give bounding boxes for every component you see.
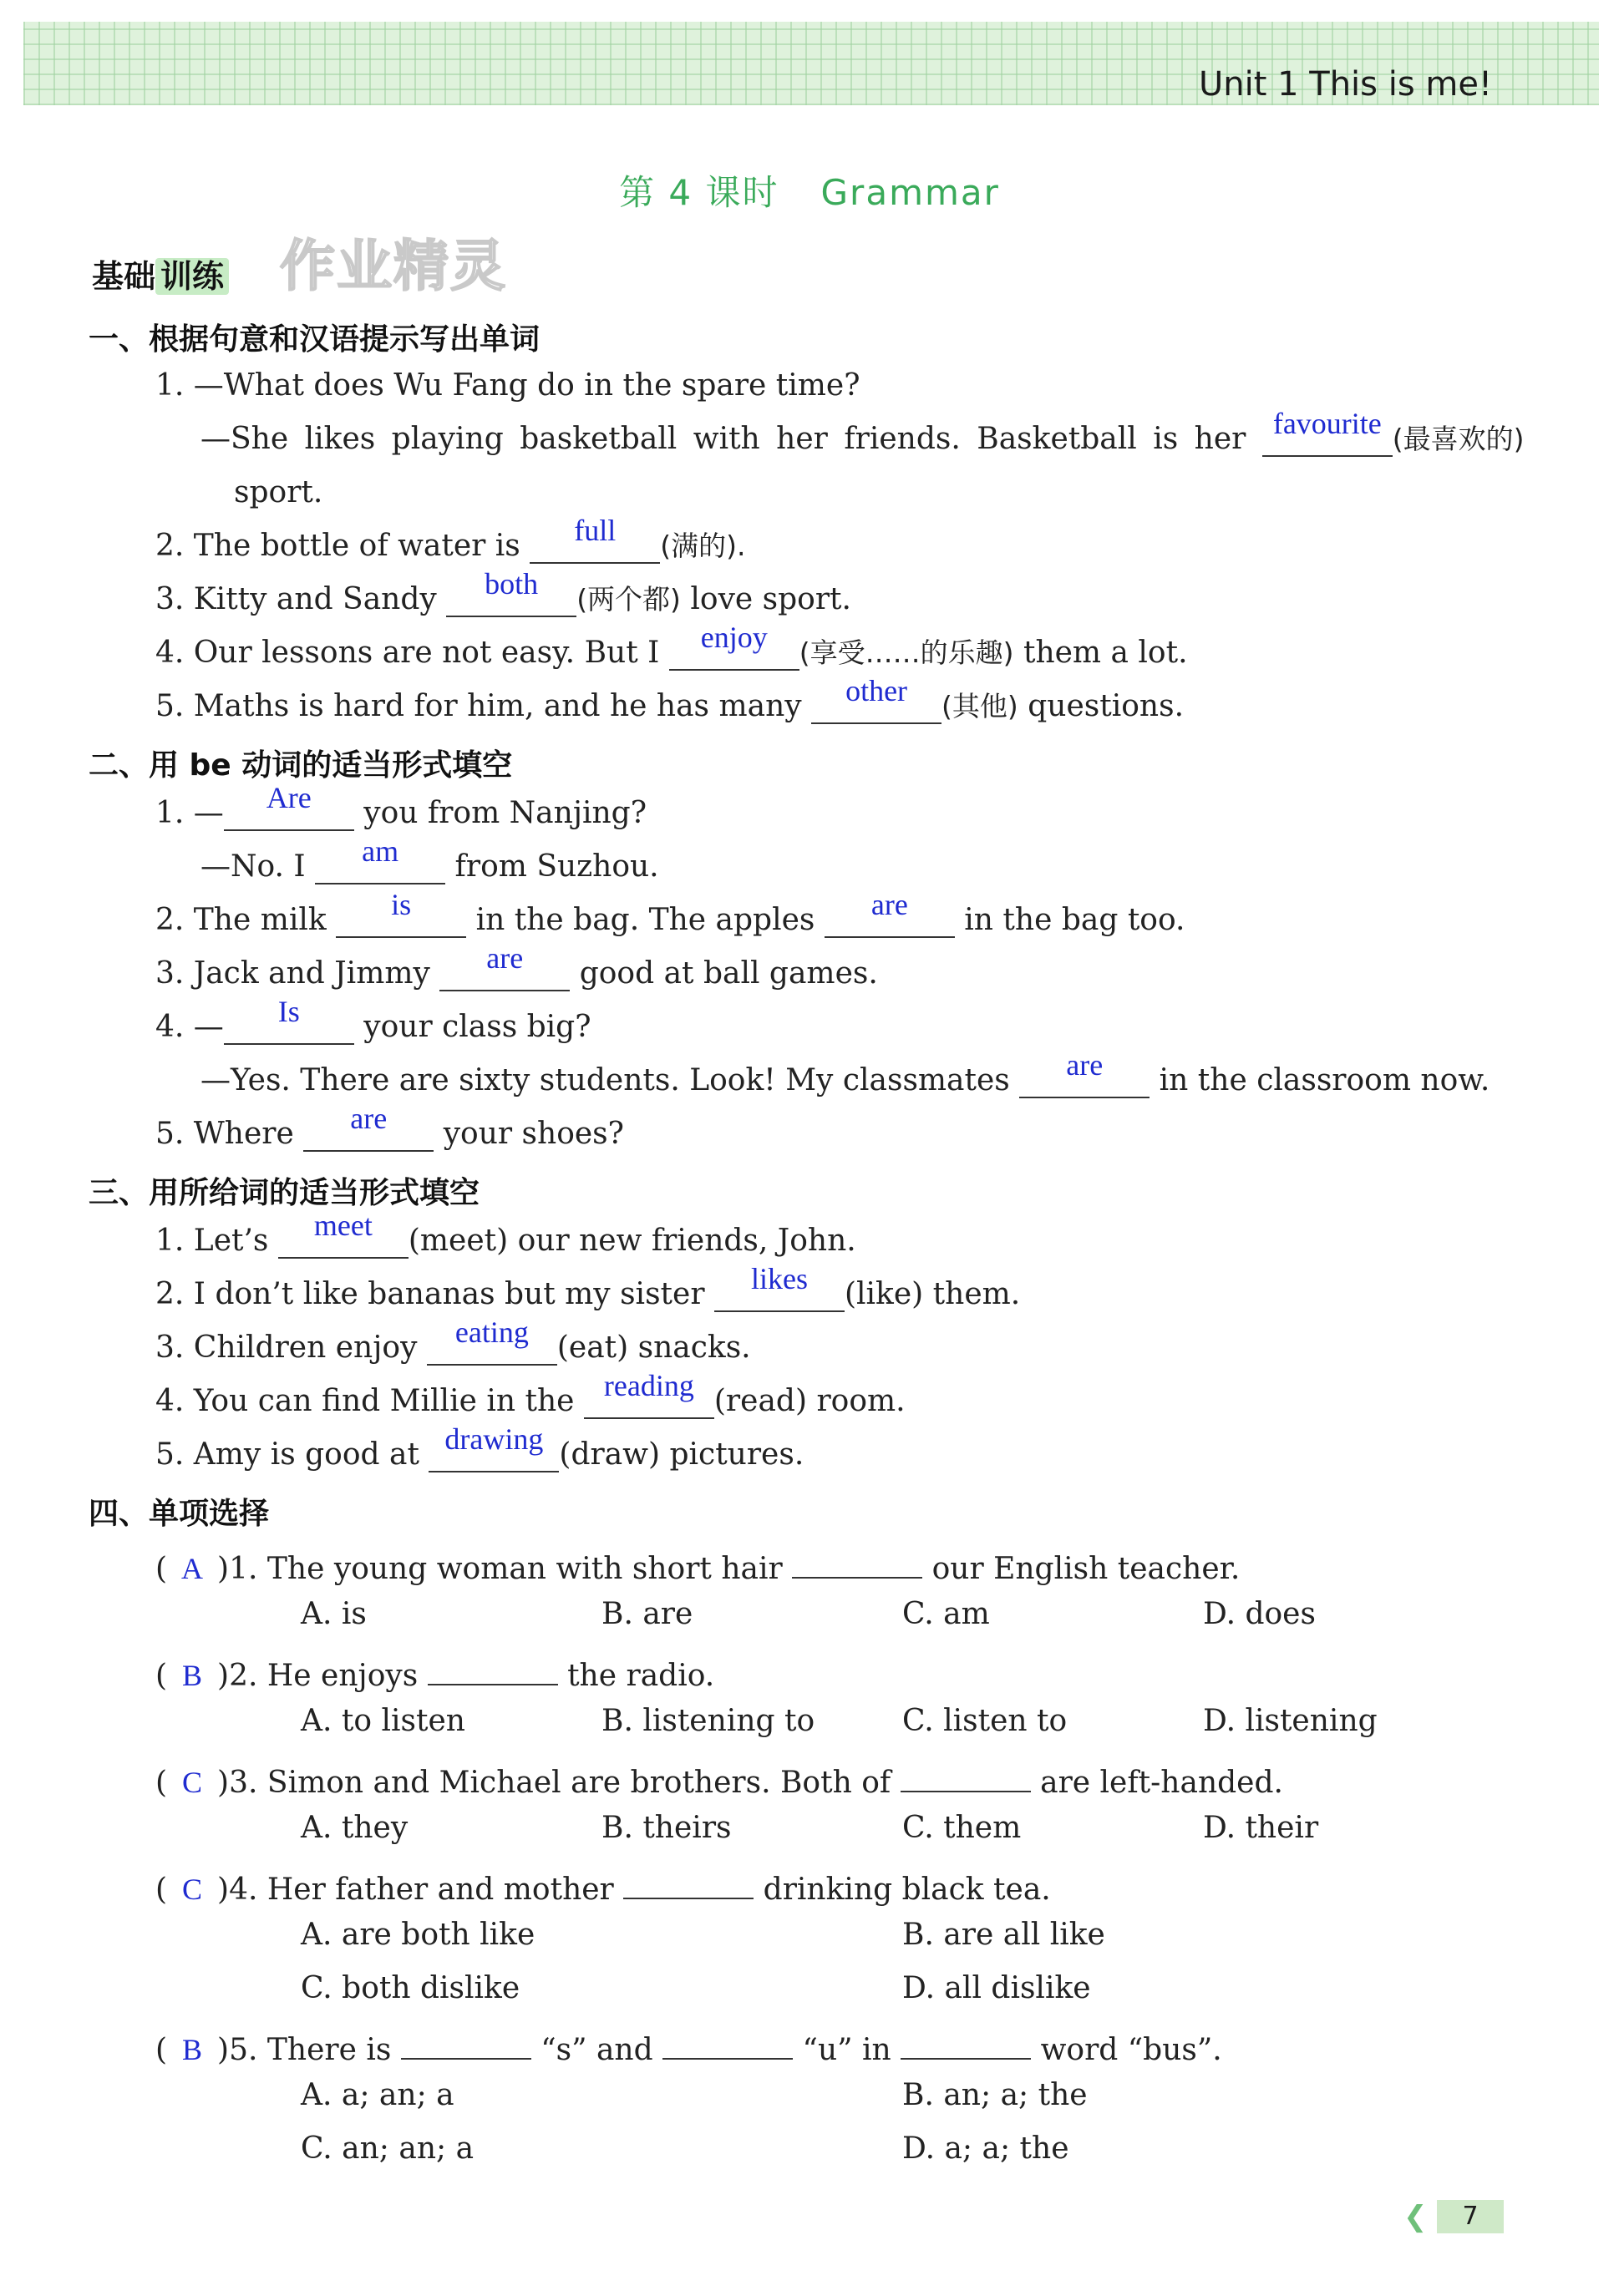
s2-item-5-post: your shoes? [434,1117,624,1151]
mc-item-5-num: )5. [217,2033,258,2067]
s1-item-4-text: 4. Our lessons are not easy. But I [155,636,669,670]
s3-item-5-pre: 5. Amy is good at [155,1437,429,1472]
s1-item-4-blank[interactable] [669,621,799,671]
mc-item-5-stem-b: “s” and [530,2033,663,2067]
s3-item-4-pre: 4. You can find Millie in the [155,1384,584,1418]
s3-item-5-answer: drawing [444,1422,544,1456]
mc-item-2-option-d[interactable]: D. listening [1203,1704,1378,1738]
mc-item-1-answer[interactable]: A [181,1552,204,1585]
mc-item-1-blank [792,1543,922,1579]
s3-item-2 [155,1262,1021,1313]
s1-item-1-question: 1. —What does Wu Fang do in the spare time? [155,368,860,403]
section-4-title: 四、单项选择 [89,1497,270,1531]
s3-item-1-answer: meet [313,1209,373,1242]
s3-item-2-blank[interactable] [714,1262,845,1312]
s1-item-5 [155,674,1185,725]
s1-item-4-post: them a lot. [1013,636,1188,670]
s3-item-1 [155,1209,856,1260]
mc-item-1-option-a[interactable]: A. is [301,1597,367,1631]
s2-item-1b-answer: am [362,834,399,868]
section-2-title: 二、用 be 动词的适当形式填空 [89,748,513,783]
s3-item-2-pre: 2. I don’t like bananas but my sister [155,1277,714,1311]
mc-item-4-option-b[interactable]: B. are all like [902,1918,1105,1952]
s2-item-1a-answer: Are [266,781,312,814]
mc-item-4-answer[interactable]: C [182,1873,203,1906]
s1-item-2 [155,514,746,565]
s3-item-4-answer: reading [603,1369,694,1402]
section-1-title: 一、根据句意和汉语提示写出单词 [89,322,541,357]
s1-item-1-text: —She likes playing basketball with her friends. Basketball is her [200,422,1262,456]
mc-item-4-open-paren: ( [155,1873,168,1907]
s3-item-5-post: (draw) pictures. [559,1437,804,1472]
mc-item-2-num: )2. [217,1659,258,1693]
s2-item-1a-pre: 1. — [155,796,224,830]
s3-item-4-blank[interactable] [584,1369,714,1419]
mc-item-4-option-d[interactable]: D. all dislike [902,1971,1091,2005]
s2-item-4a-answer: Is [277,995,300,1028]
mc-item-5-stem-d: word “bus”. [1031,2033,1222,2067]
mc-item-4-option-c[interactable]: C. both dislike [301,1971,520,2005]
mc-item-5-stem-c: “u” in [793,2033,901,2067]
s3-item-1-post: (meet) our new friends, John. [408,1224,856,1258]
mc-item-5-answer[interactable]: B [182,2033,203,2066]
mc-item-1-stem-pre: The young woman with short hair [266,1552,793,1586]
mc-item-1-open-paren: ( [155,1552,168,1586]
mc-item-3-blank [901,1757,1031,1792]
mc-item-1-option-b[interactable]: B. are [601,1597,693,1631]
s1-item-3-blank[interactable] [446,567,576,617]
s3-item-3-answer: eating [454,1315,529,1349]
mc-item-3-stem-post: are left-handed. [1030,1766,1283,1800]
mc-item-2 [155,1650,714,1695]
s2-item-1a-post: you from Nanjing? [353,796,647,830]
s1-item-1-hint: (最喜欢的) [1392,423,1525,455]
unit-header: Unit 1 This is me! [1198,65,1492,104]
s3-item-4-post: (read) room. [713,1384,906,1418]
mc-item-2-option-b[interactable]: B. listening to [601,1704,815,1738]
s2-item-4b [200,1048,1490,1099]
s1-item-3-answer: both [485,567,539,601]
s1-item-5-answer: other [845,674,908,707]
s2-item-5-answer: are [350,1102,388,1135]
s2-item-3-answer: are [486,941,524,975]
s2-item-4a-post: your class big? [353,1010,591,1044]
watermark: 作业精灵 [280,234,507,298]
mc-item-2-blank [428,1650,558,1685]
mc-item-5-option-d[interactable]: D. a; a; the [902,2131,1069,2166]
s2-item-3 [155,941,878,992]
page-number: 7 [1437,2200,1504,2233]
s2-item-2-blank-2[interactable] [825,888,955,938]
s3-item-3-post: (eat) snacks. [556,1330,751,1365]
s1-item-1-continuation: sport. [234,475,323,509]
s2-item-2-mid: in the bag. The apples [466,903,825,937]
s2-item-2-answer-2: are [870,888,908,921]
s2-item-4a [155,995,591,1046]
mc-item-5-open-paren: ( [155,2033,168,2067]
mc-item-4-option-a[interactable]: A. are both like [301,1918,535,1952]
s1-item-1-answer-line [200,407,1525,458]
mc-item-3-open-paren: ( [155,1766,168,1800]
mc-item-2-option-a[interactable]: A. to listen [301,1704,465,1738]
mc-item-1-stem-post: our English teacher. [922,1552,1241,1586]
mc-item-5-blank-2 [662,2025,793,2060]
mc-item-5 [155,2025,1222,2069]
s2-item-1b-post: from Suzhou. [445,849,659,884]
s3-item-1-pre: 1. Let’s [155,1224,278,1258]
s1-item-2-hint: (满的). [660,530,746,562]
basic-label-part2: 训练 [155,258,229,295]
mc-item-1-option-c[interactable]: C. am [902,1597,990,1631]
s1-item-4 [155,621,1188,672]
page-arrow-icon: ❮ [1403,2200,1428,2233]
s2-item-5-blank[interactable] [303,1102,434,1152]
s2-item-4b-post: in the classroom now. [1150,1063,1490,1097]
mc-item-4-num: )4. [217,1873,258,1907]
mc-item-5-option-c[interactable]: C. an; an; a [301,2131,475,2166]
mc-item-1 [155,1543,1240,1588]
s1-item-5-post: questions. [1018,689,1185,723]
mc-item-3-option-d[interactable]: D. their [1203,1811,1319,1845]
mc-item-4-stem-post: drinking black tea. [754,1873,1051,1907]
s2-item-4a-blank[interactable] [224,995,354,1045]
s3-item-4 [155,1369,906,1420]
s1-item-3-hint: (两个都) [576,583,681,616]
s1-item-2-blank[interactable] [530,514,660,564]
lesson-title [0,165,1619,215]
s2-item-2 [155,888,1185,939]
lesson-number: 第 4 课时 [619,172,779,213]
s2-item-3-blank[interactable] [439,941,570,991]
section-3-title: 三、用所给词的适当形式填空 [89,1176,480,1210]
s1-item-2-answer: full [574,514,617,547]
s1-item-5-text: 5. Maths is hard for him, and he has many [155,689,812,723]
s1-item-5-hint: (其他) [941,690,1018,722]
mc-item-3-answer[interactable]: C [182,1766,203,1799]
mc-item-1-option-d[interactable]: D. does [1203,1597,1316,1631]
mc-item-2-option-c[interactable]: C. listen to [902,1704,1068,1738]
s2-item-2-pre: 2. The milk [155,903,337,937]
basic-training-label [92,251,229,297]
s1-item-5-blank[interactable] [811,674,941,724]
s2-item-4a-pre: 4. — [155,1010,224,1044]
s1-item-4-hint: (享受……的乐趣) [799,636,1014,669]
s1-item-3 [155,567,851,618]
s1-item-2-text: 2. The bottle of water is [155,529,530,563]
mc-item-2-stem-pre: He enjoys [266,1659,428,1693]
mc-item-4-blank [623,1864,754,1899]
s1-item-4-answer: enjoy [700,621,768,654]
s2-item-2-post: in the bag too. [954,903,1185,937]
s3-item-5 [155,1422,804,1473]
s2-item-1b-pre: —No. I [200,849,316,884]
s1-item-3-post: love sport. [680,582,851,616]
s3-item-5-blank[interactable] [429,1422,559,1472]
s3-item-3 [155,1315,751,1366]
s2-item-1b [200,834,659,885]
s2-item-5-pre: 5. Where [155,1117,304,1151]
mc-item-2-open-paren: ( [155,1659,168,1693]
s1-item-1-answer: favourite [1272,407,1382,440]
mc-item-1-num: )1. [217,1552,258,1586]
s2-item-4b-pre: —Yes. There are sixty students. Look! My classmates [200,1063,1020,1097]
mc-item-2-answer[interactable]: B [182,1659,203,1692]
s2-item-3-post: good at ball games. [570,956,878,991]
mc-item-3-stem-pre: Simon and Michael are brothers. Both of [266,1766,901,1800]
mc-item-3-option-b[interactable]: B. theirs [601,1811,732,1845]
mc-item-5-blank-3 [901,2025,1031,2060]
mc-item-5-blank-1 [401,2025,531,2060]
s2-item-4b-answer: are [1066,1048,1104,1082]
s2-item-2-answer-1: is [391,888,412,921]
s2-item-3-pre: 3. Jack and Jimmy [155,956,440,991]
basic-label-part1: 基础 [92,258,156,295]
mc-item-3-option-a[interactable]: A. they [301,1811,409,1845]
s2-item-1a-blank[interactable] [224,781,354,831]
s3-item-2-answer: likes [750,1262,808,1295]
mc-item-3-option-c[interactable]: C. them [902,1811,1022,1845]
s3-item-3-pre: 3. Children enjoy [155,1330,427,1365]
s1-item-1-blank[interactable] [1262,407,1393,457]
mc-item-5-option-b[interactable]: B. an; a; the [902,2078,1088,2112]
lesson-topic: Grammar [820,172,1000,213]
s2-item-1b-blank[interactable] [315,834,445,884]
s2-item-4b-blank[interactable] [1019,1048,1150,1098]
mc-item-4 [155,1864,1051,1908]
s3-item-3-blank[interactable] [427,1315,557,1366]
s2-item-2-blank-1[interactable] [336,888,466,938]
s3-item-2-post: (like) them. [844,1277,1021,1311]
mc-item-2-stem-post: the radio. [557,1659,715,1693]
s2-item-5 [155,1102,624,1153]
mc-item-5-stem-a: There is [266,2033,401,2067]
s2-item-1a [155,781,647,832]
s3-item-1-blank[interactable] [278,1209,409,1259]
s1-item-3-text: 3. Kitty and Sandy [155,582,447,616]
mc-item-3-num: )3. [217,1766,258,1800]
mc-item-3 [155,1757,1283,1802]
mc-item-4-stem-pre: Her father and mother [266,1873,624,1907]
mc-item-5-option-a[interactable]: A. a; an; a [301,2078,454,2112]
